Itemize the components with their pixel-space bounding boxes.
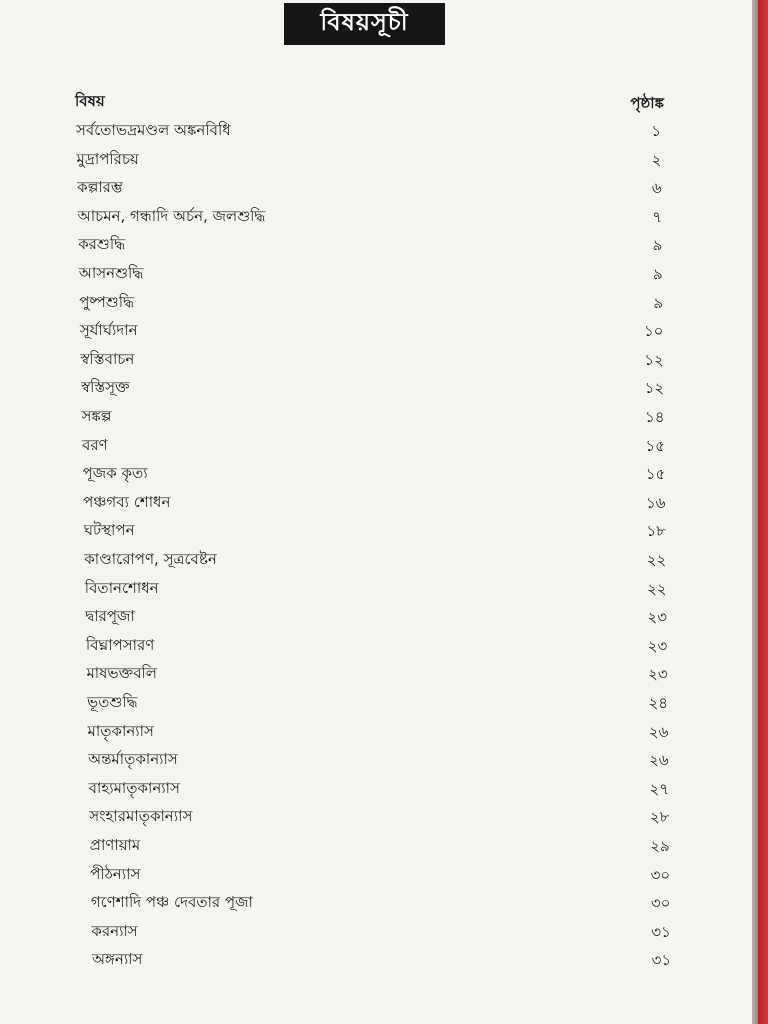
toc-entry-page: ২৪ (648, 694, 668, 712)
toc-entry (0, 716, 752, 744)
toc-entry-title: মাষভক্তবলি (86, 664, 157, 683)
toc-entry-page: ২৮ (649, 808, 670, 827)
book-cover-edge (758, 0, 768, 1024)
toc-entry-page: ৩১ (651, 922, 671, 941)
toc-entry (0, 773, 752, 801)
toc-entry-page: ১৫ (645, 465, 666, 484)
toc-entry-title: অন্তর্মাতৃকান্যাস (88, 750, 178, 769)
toc-entry-page: ২৩ (647, 636, 668, 655)
toc-entry (0, 229, 752, 257)
toc-entry (0, 916, 752, 944)
toc-entry-page: ১ (651, 122, 661, 140)
toc-entry-title: পীঠন্যাস (90, 864, 141, 883)
toc-entry-title: সংহারমাতৃকান্যাস (89, 807, 193, 826)
page-title: বিষয়সূচী (284, 3, 445, 45)
toc-entry (0, 830, 752, 858)
toc-entry (0, 573, 752, 601)
toc-entry-title: গণেশাদি পঞ্চ দেবতার পূজা (90, 893, 253, 912)
toc-entry-title: কাণ্ডারোপণ, সূত্রবেষ্টন (84, 550, 217, 568)
toc-entry-page: ১২ (644, 350, 664, 369)
toc-entry (0, 458, 752, 486)
toc-entry (0, 630, 752, 658)
toc-entry-title: অঙ্গন্যাস (91, 950, 143, 969)
toc-entry-page: ১৪ (645, 408, 665, 426)
toc-entry-page: ২৩ (647, 608, 667, 627)
toc-entry-page: ২৬ (649, 751, 669, 770)
toc-entry-page: ৩০ (650, 894, 671, 913)
toc-entry-title: সর্বতোভদ্রমণ্ডল অঙ্কনবিধি (76, 121, 231, 139)
toc-entry (0, 944, 752, 972)
toc-entry (0, 287, 752, 315)
toc-entry-title: আসনশুদ্ধি (78, 264, 144, 282)
toc-entry-page: ৯ (653, 265, 663, 283)
toc-entry-page: ৬ (651, 179, 662, 198)
toc-entry (0, 258, 752, 286)
toc-entry (0, 515, 752, 543)
toc-entry-page: ১২ (644, 379, 665, 398)
toc-entry (0, 801, 752, 829)
toc-entry-page: ১০ (643, 322, 664, 341)
toc-entry (0, 315, 752, 343)
toc-entry-title: পুষ্পশুদ্ধি (79, 292, 135, 311)
toc-entry-page: ২২ (646, 551, 667, 569)
toc-entry-page: ১৫ (645, 436, 665, 455)
toc-entry (0, 601, 752, 629)
toc-entry-title: স্বস্তিবাচন (80, 349, 135, 368)
toc-entry (0, 744, 752, 772)
toc-entry (0, 201, 752, 229)
toc-entry-title: মাতৃকান্যাস (87, 721, 154, 740)
toc-entry-page: ৯ (653, 293, 664, 312)
toc-entry-page: ২৯ (650, 837, 670, 855)
toc-entry (0, 172, 752, 200)
toc-entry-title: করন্যাস (91, 921, 138, 940)
toc-entry-title: ভূতশুদ্ধি (87, 693, 138, 711)
toc-entry-title: করশুদ্ধি (78, 235, 126, 254)
toc-entry-title: প্রাণায়াম (89, 836, 141, 854)
toc-entry (0, 372, 752, 400)
toc-entry (0, 687, 752, 715)
toc-entry-page: ১৮ (646, 522, 666, 541)
toc-entry-title: স্বস্তিসূক্ত (80, 378, 130, 397)
toc-entry (0, 544, 752, 572)
toc-entry (0, 144, 752, 172)
toc-entry-page: ১৬ (646, 493, 666, 512)
toc-entry-title: বিতানশোধন (84, 578, 159, 597)
toc-entry (0, 859, 752, 887)
toc-entry-title: দ্বারপূজা (85, 607, 135, 626)
page-column-heading: পৃষ্ঠাঙ্ক (630, 94, 664, 112)
toc-entry (0, 344, 752, 372)
toc-entry-page: ২৭ (649, 779, 670, 798)
toc-entry-page: ২২ (647, 579, 667, 598)
toc-entry-page: ৭ (652, 207, 663, 226)
toc-entry (0, 401, 752, 429)
toc-entry-title: সঙ্কল্প (81, 407, 112, 425)
toc-entry (0, 887, 752, 915)
toc-entry-title: পূজক কৃত্য (82, 464, 148, 483)
toc-entry-title: সূর্যার্ঘ্যদান (79, 321, 138, 340)
subject-column-heading: বিষয় (75, 92, 105, 110)
toc-entry (0, 658, 752, 686)
toc-entry-page: ৩০ (650, 865, 671, 884)
toc-entry (0, 115, 752, 143)
toc-header (0, 86, 752, 114)
toc-entry (0, 487, 752, 515)
toc-entry-title: কল্পারম্ভ (77, 178, 123, 197)
toc-entry-title: পঞ্চগব্য শোধন (83, 492, 171, 511)
toc-entry-title: আচমন, গন্ধাদি অর্চন, জলশুদ্ধি (77, 206, 266, 225)
toc-entry-title: বাহ্যমাতৃকান্যাস (88, 778, 180, 797)
toc-entry-title: ঘটস্থাপন (83, 521, 135, 540)
toc-entry-page: ২৩ (648, 665, 668, 684)
toc-entry-title: বরণ (82, 435, 108, 454)
toc-entry-title: মুদ্রাপরিচয় (76, 149, 139, 168)
toc-entry-page: ২ (651, 150, 662, 169)
toc-entry-page: ২৬ (648, 722, 669, 741)
toc-entry-page: ৩১ (651, 951, 672, 970)
toc-entry-page: ৯ (652, 236, 663, 255)
toc-entry-title: বিঘ্নাপসারণ (85, 635, 155, 654)
toc-entry (0, 430, 752, 458)
